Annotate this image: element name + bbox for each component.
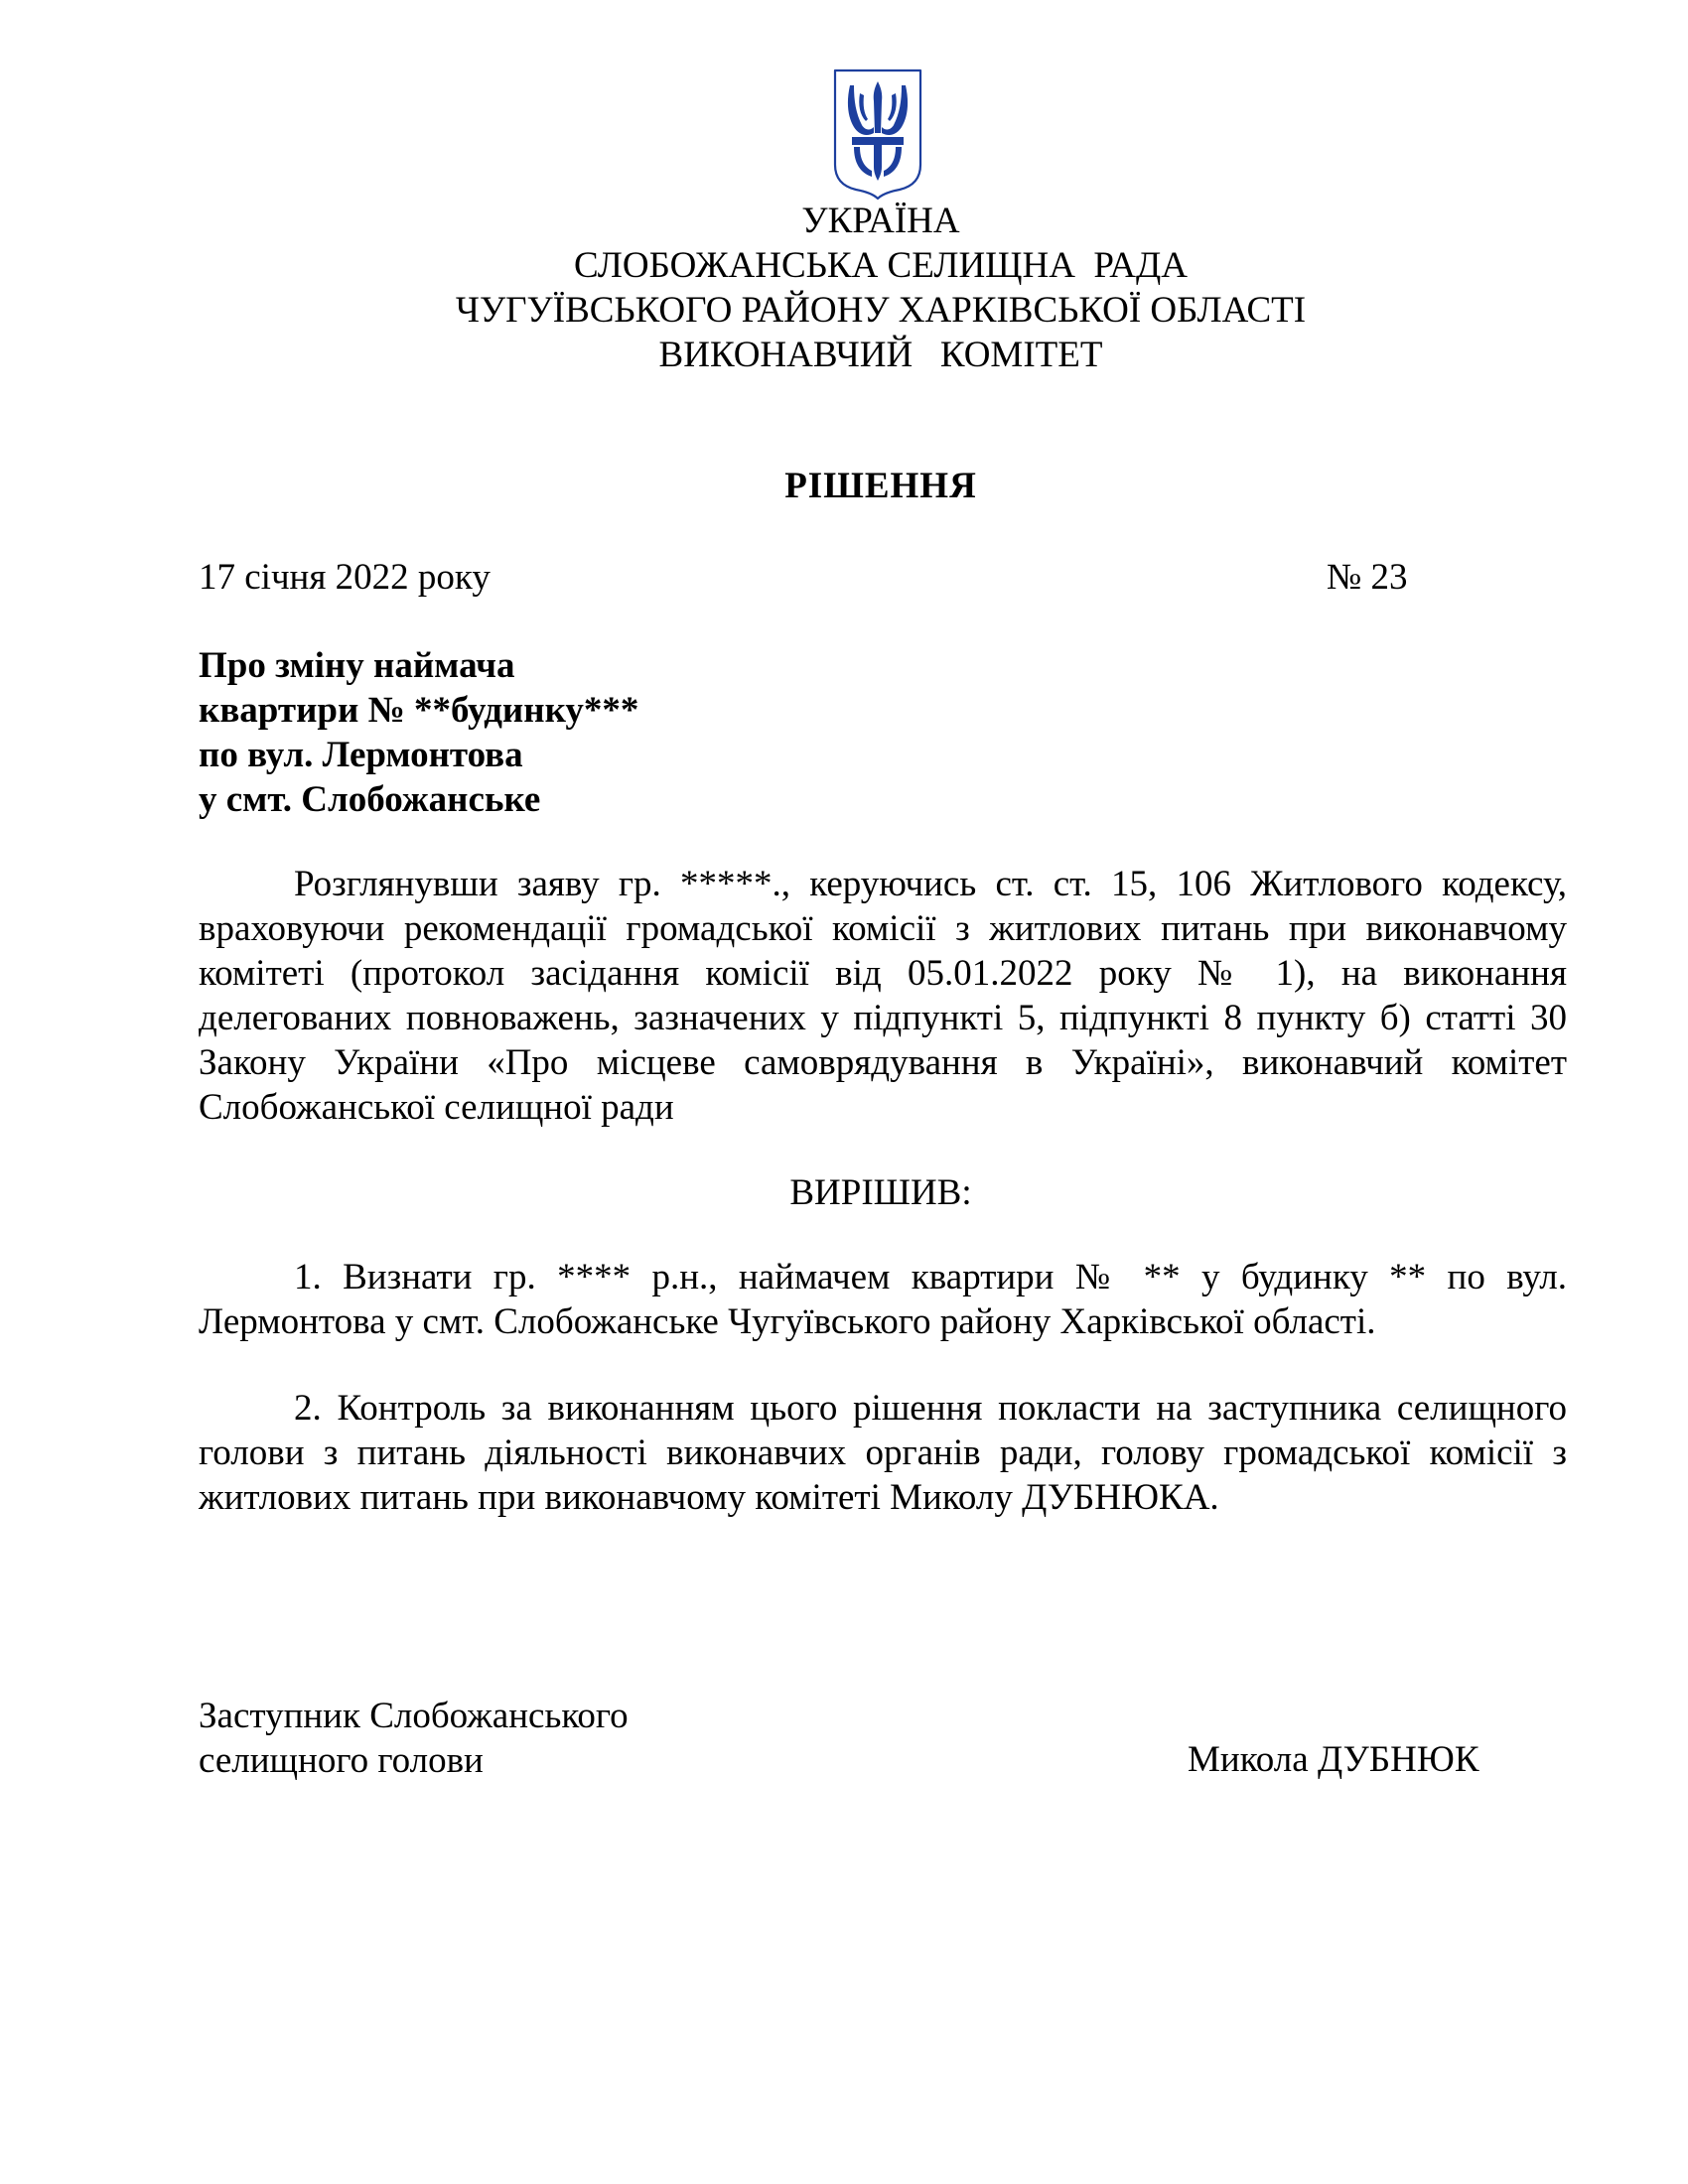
decided-heading: ВИРІШИВ: bbox=[789, 1172, 972, 1213]
header-country: УКРАЇНА bbox=[801, 201, 960, 241]
header-district: ЧУГУЇВСЬКОГО РАЙОНУ ХАРКІВСЬКОЇ ОБЛАСТІ bbox=[455, 290, 1307, 331]
signatory-position-line: Заступник Слобожанського bbox=[199, 1696, 629, 1736]
document-header bbox=[0, 199, 1688, 377]
coat-of-arms-of-ukraine-icon bbox=[832, 68, 923, 201]
document-subject bbox=[199, 643, 638, 822]
subject-line: Про зміну наймача bbox=[199, 645, 515, 686]
document-date: 17 січня 2022 року bbox=[199, 557, 491, 598]
signatory-name: Микола ДУБНЮК bbox=[1188, 1739, 1479, 1780]
document-title: РІШЕННЯ bbox=[784, 466, 977, 506]
document-number: № 23 bbox=[1327, 557, 1408, 598]
signatory-position-line: селищного голови bbox=[199, 1740, 484, 1781]
header-council: СЛОБОЖАНСЬКА СЕЛИЩНА РАДА bbox=[574, 245, 1188, 286]
subject-line: у смт. Слобожанське bbox=[199, 779, 541, 820]
header-committee: ВИКОНАВЧИЙ КОМІТЕТ bbox=[658, 335, 1103, 375]
signatory-position bbox=[199, 1694, 629, 1783]
decision-item-2: 2. Контроль за виконанням цього рішення покласти на заступника селищного голови з питань діяльності виконавчих органів ради, голову громадської комісії з житлових питань при виконавчому комітеті Миколу ДУБНЮКА. bbox=[199, 1388, 1567, 1518]
decision-item-1: 1. Визнати гр. **** р.н., наймачем квартири № ** у будинку ** по вул. Лермонтова у смт. Слобожанське Чугуївського району Харківської області. bbox=[199, 1257, 1567, 1342]
subject-line: квартири № **будинку*** bbox=[199, 690, 639, 731]
subject-line: по вул. Лермонтова bbox=[199, 735, 523, 775]
preamble-paragraph: Розглянувши заяву гр. *****., керуючись ст. ст. 15, 106 Житлового кодексу, враховуючи рекомендації громадської комісії з житлових питань при виконавчому комітеті (протокол засідання комісії від 05.01.2022 року № 1), на виконання делегованих повноважень, зазначених у підпункті 5, підпункті 8 пункту б) статті 30 Закону України «Про місцеве самоврядування в Україні», виконавчий комітет Слобожанської селищної ради bbox=[199, 864, 1567, 1128]
